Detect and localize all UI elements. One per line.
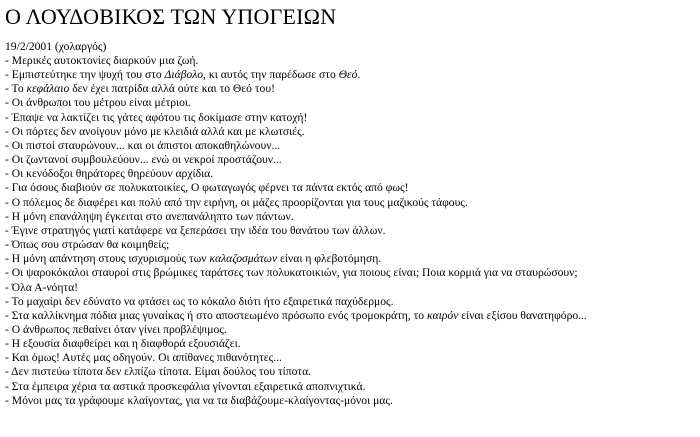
aphorism-line	[5, 54, 697, 68]
text-segment: - Οι κενόδοξοι θηράτορες θηρεύουν αρχίδια.	[5, 167, 214, 181]
text-segment: - Η εξουσία διαφθείρει και η διαφθορά εξουσιάζει.	[5, 337, 241, 351]
aphorism-line	[5, 96, 697, 110]
text-segment: - Η μόνη απάντηση στους ισχυρισμούς των	[5, 252, 210, 266]
aphorism-line	[5, 68, 697, 82]
aphorism-line	[5, 210, 697, 224]
text-segment: - Το	[5, 82, 27, 96]
text-segment: δεν έχει πατρίδα αλλά ούτε και το Θεό του!	[69, 82, 275, 96]
text-segment: είναι εξίσου θανατηφόρο...	[458, 308, 587, 322]
aphorism-line	[5, 125, 697, 139]
aphorism-line	[5, 167, 697, 181]
text-segment: - Όλα Α-νόητα!	[5, 280, 79, 294]
aphorism-line	[5, 309, 697, 323]
text-segment: , κι αυτός την παρέδωσε στο	[203, 68, 339, 82]
aphorism-line	[5, 295, 697, 309]
aphorism-line	[5, 181, 697, 195]
text-segment: - Για όσους διαβιούν σε πολυκατοικίες, Ο φωταγωγός φέρνει τα πάντα εκτός από φως!	[5, 181, 409, 195]
aphorism-list	[5, 54, 697, 408]
text-segment: - Έπαψε να λακτίζει τις γάτες αφότου τις δοκίμασε στην κατοχή!	[5, 110, 308, 124]
text-segment: - Το μαχαίρι δεν εδύνατο να φτάσει ως το κόκαλο διότι ήτο εξαιρετικά παχύδερμος.	[5, 294, 394, 308]
text-segment: - Οι πόρτες δεν ανοίγουν μόνο με κλειδιά αλλά και με κλωτσιές.	[5, 124, 305, 138]
text-segment: - Ο άνθρωπος πεθαίνει όταν γίνει προβλέψιμος.	[5, 322, 227, 336]
date-location: 19/2/2001 (χολαργός)	[5, 40, 107, 53]
text-segment: - Όπως σου στρώσαν θα κοιμηθείς;	[5, 238, 170, 252]
text-segment: - Ο πόλεμος δε διαφέρει και πολύ από την ειρήνη, οι μάζες προορίζονται για τους μαζικούς τάφους.	[5, 195, 468, 209]
document-page	[5, 0, 697, 408]
aphorism-line	[5, 394, 697, 408]
page-title: Ο ΛΟΥΔΟΒΙΚΟΣ ΤΩΝ ΥΠΟΓΕΙΩΝ	[5, 4, 337, 29]
text-segment: - Η μόνη επανάληψη έγκειται στο ανεπανάληπτο των πάντων.	[5, 209, 294, 223]
aphorism-line	[5, 111, 697, 125]
aphorism-line	[5, 365, 697, 379]
aphorism-line	[5, 337, 697, 351]
aphorism-line	[5, 82, 697, 96]
text-segment: - Στα καλλίκνημα πόδια μιας γυναίκας ή στο αποστεωμένο πρόσωπο ενός τρομοκράτη, το	[5, 308, 427, 322]
text-segment: - Οι ζωντανοί συμβουλεύουν... ενώ οι νεκροί προστάζουν...	[5, 153, 282, 167]
aphorism-line	[5, 238, 697, 252]
text-segment: - Εμπιστεύτηκε την ψυχή του στο	[5, 68, 165, 82]
italic-text: Διάβολο	[164, 68, 204, 82]
text-segment: - Οι ψαροκόκαλοι σταυροί στις βρώμικες ταράτσες των πολυκατοικιών, για ποιους είναι; Ποια κορμιά για να σταυρώσουν;	[5, 266, 578, 280]
italic-text: κεφάλαιο	[26, 82, 70, 96]
text-segment: - Οι άνθρωποι του μέτρου είναι μέτριοι.	[5, 96, 191, 110]
text-segment: - Μόνοι μας τα γράφουμε κλαίγοντας, για να τα διαβάζουμε-κλαίγοντας-μόνοι μας.	[5, 393, 393, 407]
aphorism-line	[5, 153, 697, 167]
text-segment: - Μερικές αυτοκτονίες διαρκούν μια ζωή.	[5, 54, 199, 67]
aphorism-line	[5, 323, 697, 337]
aphorism-line	[5, 266, 697, 280]
text-segment: είναι η φλεβοτόμηση.	[277, 252, 382, 266]
aphorism-line	[5, 281, 697, 295]
italic-text: Θεό	[338, 68, 358, 82]
aphorism-line	[5, 196, 697, 210]
text-segment: - Και όμως! Αυτές μας οδηγούν. Οι απίθανες πιθανότητες...	[5, 351, 282, 365]
aphorism-line	[5, 252, 697, 266]
text-segment: .	[357, 68, 361, 82]
aphorism-line	[5, 351, 697, 365]
aphorism-line	[5, 380, 697, 394]
italic-text: καιρόν	[426, 308, 459, 322]
aphorism-line	[5, 224, 697, 238]
italic-text: καλαζοσμάτων	[209, 252, 278, 266]
text-segment: - Στα έμπειρα χέρια τα αστικά προσκεφάλια γίνονται εξαιρετικά αποπνιχτικά.	[5, 379, 366, 393]
aphorism-line	[5, 139, 697, 153]
text-segment: - Οι πιστοί σταυρώνουν... και οι άπιστοι αποκαθηλώνουν...	[5, 138, 281, 152]
text-segment: - Δεν πιστεύω τίποτα δεν ελπίζω τίποτα. Είμαι δούλος του τίποτα.	[5, 365, 312, 379]
text-segment: - Έγινε στρατηγός γιατί κατάφερε να ξεπεράσει την ιδέα του θανάτου των άλλων.	[5, 223, 386, 237]
